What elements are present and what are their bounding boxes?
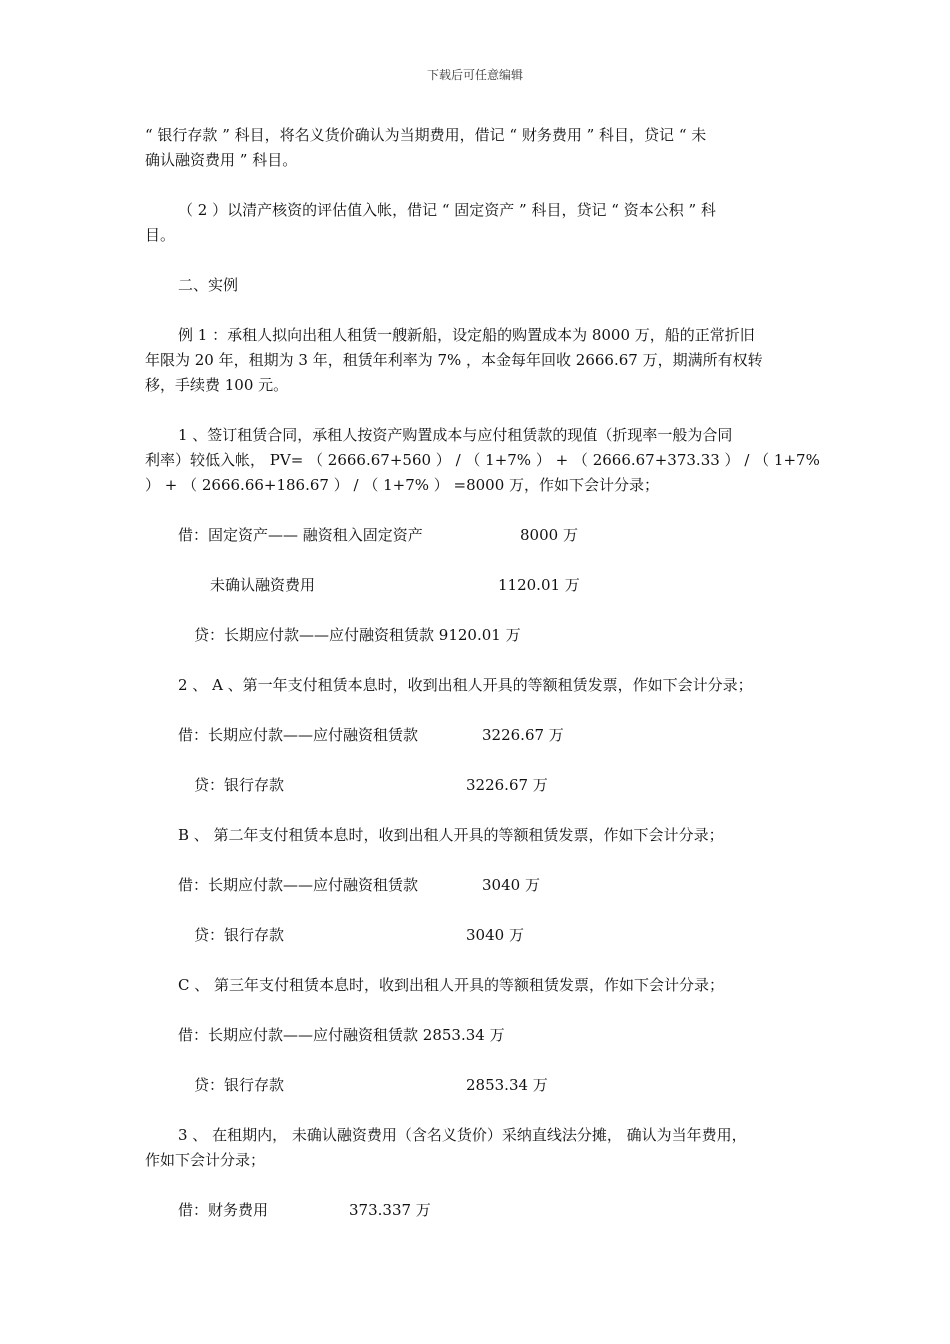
journal-debit: 借：财务费用 bbox=[178, 1201, 269, 1219]
journal-debit: 借：长期应付款——应付融资租赁款 2853.34 万 bbox=[178, 1026, 505, 1044]
paragraph-line: 作如下会计分录； bbox=[145, 1151, 266, 1169]
page-header: 下载后可任意编辑 bbox=[426, 68, 523, 82]
journal-credit: 贷：长期应付款——应付融资租赁款 9120.01 万 bbox=[194, 626, 521, 644]
journal-credit: 贷：银行存款 bbox=[194, 1076, 285, 1094]
journal-debit: 借：固定资产—— 融资租入固定资产 bbox=[178, 526, 423, 544]
paragraph-line: ） + （ 2666.66+186.67 ） / （ 1+7% ） =8000 万，作如下会计分录； bbox=[145, 476, 660, 494]
paragraph-line: 例 1 ：承租人拟向出租人租赁一艘新船，设定船的购置成本为 8000 万，船的正常折旧 bbox=[178, 326, 755, 344]
journal-amount: 1120.01 万 bbox=[498, 576, 580, 594]
journal-amount: 373.337 万 bbox=[349, 1201, 431, 1219]
paragraph-line: 2 、 A 、第一年支付租赁本息时，收到出租人开具的等额租赁发票，作如下会计分录； bbox=[178, 676, 753, 694]
journal-amount: 3040 万 bbox=[482, 876, 540, 894]
paragraph-line: 移，手续费 100 元。 bbox=[145, 376, 289, 394]
journal-amount: 8000 万 bbox=[520, 526, 578, 544]
paragraph-line: C 、 第三年支付租赁本息时，收到出租人开具的等额租赁发票，作如下会计分录； bbox=[178, 976, 725, 994]
paragraph-line: 1 、签订租赁合同，承租人按资产购置成本与应付租赁款的现值（折现率一般为合同 bbox=[178, 426, 733, 444]
paragraph-line: 目。 bbox=[145, 226, 176, 244]
paragraph-line: 确认融资费用 ” 科目。 bbox=[145, 151, 298, 169]
paragraph-line: “ 银行存款 ” 科目，将名义货价确认为当期费用，借记 “ 财务费用 ” 科目，贷记 “ 未 bbox=[145, 126, 707, 144]
journal-debit: 借：长期应付款——应付融资租赁款 bbox=[178, 876, 419, 894]
journal-credit: 贷：银行存款 bbox=[194, 926, 285, 944]
journal-debit: 借：长期应付款——应付融资租赁款 bbox=[178, 726, 419, 744]
journal-amount: 3226.67 万 bbox=[466, 776, 548, 794]
journal-credit: 贷：银行存款 bbox=[194, 776, 285, 794]
section-heading: 二、实例 bbox=[178, 276, 239, 294]
paragraph-line: 年限为 20 年，租期为 3 年，租赁年利率为 7% ，本金每年回收 2666.67 万，期满所有权转 bbox=[145, 351, 763, 369]
journal-amount: 2853.34 万 bbox=[466, 1076, 548, 1094]
paragraph-line: B 、 第二年支付租赁本息时，收到出租人开具的等额租赁发票，作如下会计分录； bbox=[178, 826, 724, 844]
journal-amount: 3040 万 bbox=[466, 926, 524, 944]
paragraph-line: 3 、 在租期内， 未确认融资费用（含名义货价）采纳直线法分摊， 确认为当年费用， bbox=[178, 1126, 747, 1144]
paragraph-line: （ 2 ）以清产核资的评估值入帐，借记 “ 固定资产 ” 科目，贷记 “ 资本公积 ” 科 bbox=[178, 201, 716, 219]
journal-amount: 3226.67 万 bbox=[482, 726, 564, 744]
journal-debit: 未确认融资费用 bbox=[210, 576, 316, 594]
paragraph-line: 利率）较低入帐， PV= （ 2666.67+560 ） / （ 1+7% ） + （ 2666.67+373.33 ） / （ 1+7% bbox=[145, 451, 820, 469]
